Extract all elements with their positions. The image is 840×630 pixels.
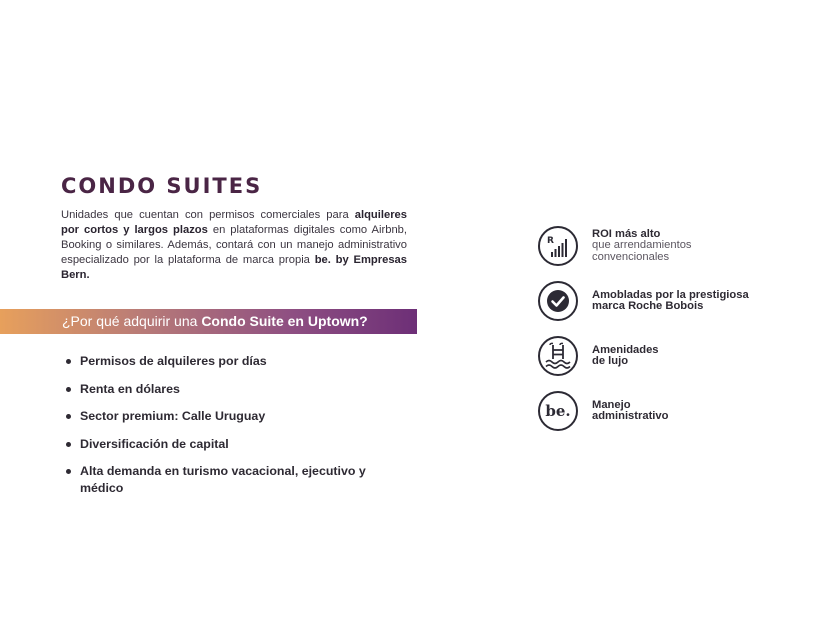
- feature-title: ROI más alto: [592, 227, 661, 240]
- list-item: Alta demanda en turismo vacacional, ejecutivo y médico: [66, 463, 390, 497]
- feature-title: Amenidades: [592, 343, 659, 356]
- feature-text: [592, 290, 749, 313]
- feature-text: [592, 229, 692, 264]
- intro-bold-text: alquileres por cortos y largos plazos: [61, 209, 407, 236]
- intro-text: Unidades que cuentan con permisos comerciales para: [61, 209, 355, 221]
- list-item: Sector premium: Calle Uruguay: [66, 408, 396, 425]
- feature-subtitle: que arrendamientos: [592, 239, 692, 252]
- list-item: Renta en dólares: [66, 381, 396, 398]
- feature-amenities: [538, 336, 659, 376]
- svg-text:R: R: [547, 236, 554, 246]
- benefits-list: [66, 353, 396, 508]
- feature-furnished: [538, 281, 749, 321]
- feature-title: de lujo: [592, 355, 629, 367]
- banner-prefix: ¿Por qué adquirir una: [62, 313, 202, 329]
- feature-text: [592, 345, 659, 368]
- banner-bold: Condo Suite en Uptown?: [201, 313, 368, 329]
- feature-management: [538, 391, 668, 431]
- intro-bold-text: be. by Empresas Bern.: [61, 254, 407, 281]
- intro-text: en plataformas digitales como Airbnb, Booking o similares. Además, contará con un manejo administrativo especializado por la plataforma de marca propia: [61, 224, 407, 266]
- section-title: CONDO SUITES: [61, 174, 263, 198]
- roi-chart-icon: [538, 226, 578, 266]
- check-icon: [538, 281, 578, 321]
- feature-title: Manejo: [592, 398, 631, 411]
- be-logo-icon: [538, 391, 578, 431]
- feature-title: marca Roche Bobois: [592, 300, 704, 312]
- intro-paragraph: [61, 208, 407, 283]
- feature-text: [592, 400, 668, 423]
- pool-icon: [538, 336, 578, 376]
- feature-subtitle: convencionales: [592, 250, 670, 263]
- list-item: Diversificación de capital: [66, 436, 396, 453]
- feature-title: Amobladas por la prestigiosa: [592, 288, 749, 301]
- list-item: Permisos de alquileres por días: [66, 353, 396, 370]
- be-logo-text: be.: [545, 402, 571, 420]
- why-buy-banner: [0, 309, 417, 334]
- feature-title: administrativo: [592, 410, 669, 422]
- feature-roi: [538, 226, 692, 266]
